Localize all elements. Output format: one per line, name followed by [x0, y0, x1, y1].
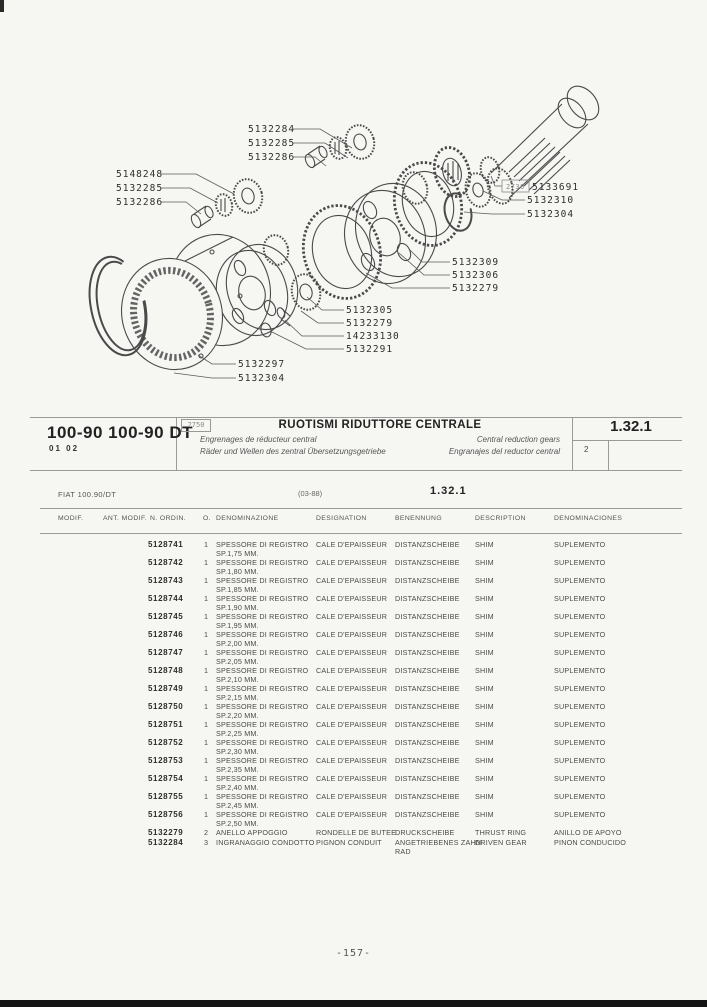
cell-part-number: 5128756	[148, 810, 184, 819]
cell-denominaciones: SUPLEMENTO	[554, 648, 606, 657]
cell-denominaciones: SUPLEMENTO	[554, 594, 606, 603]
cell-quantity: 1	[204, 540, 209, 549]
cell-quantity: 1	[204, 558, 209, 567]
cell-benennung: DISTANZSCHEIBE	[395, 594, 460, 603]
part-callout: 5132305	[346, 305, 394, 316]
cell-benennung: DISTANZSCHEIBE	[395, 540, 460, 549]
cell-denominaciones: SUPLEMENTO	[554, 540, 606, 549]
cell-denominazione: SPESSORE DI REGISTRO SP.1,95 MM.	[216, 612, 309, 630]
cell-denominaciones: PINON CONDUCIDO	[554, 837, 627, 847]
table-row	[0, 792, 707, 810]
subtitle-spanish: Engranajes del reductor central	[448, 447, 560, 456]
cell-designation: RONDELLE DE BUTEE	[316, 828, 397, 837]
info-date: (03-88)	[298, 489, 323, 498]
cell-quantity: 1	[204, 810, 209, 819]
cell-denominazione: SPESSORE DI REGISTRO SP.2,50 MM.	[216, 810, 309, 828]
cell-designation: CALE D'EPAISSEUR	[316, 720, 388, 729]
cell-designation: CALE D'EPAISSEUR	[316, 702, 388, 711]
model-codes: 01 02	[49, 444, 80, 453]
col-header-ant-modif: ANT. MODIF.	[103, 515, 148, 522]
cell-part-number: 5128745	[148, 612, 184, 621]
table-row	[0, 630, 707, 648]
callout-leader-line	[161, 174, 234, 194]
header-bottom-rule	[40, 533, 682, 534]
cell-quantity: 1	[204, 630, 209, 639]
table-row	[0, 666, 707, 684]
part-callout: 5132310	[527, 195, 575, 206]
cell-denominaciones: SUPLEMENTO	[554, 630, 606, 639]
cell-part-number: 5128751	[148, 720, 184, 729]
cell-denominaciones: SUPLEMENTO	[554, 702, 606, 711]
part-callout: 5132297	[238, 359, 286, 370]
cell-denominaciones: SUPLEMENTO	[554, 684, 606, 693]
cell-description: SHIM	[475, 594, 494, 603]
sheet-box-divider	[608, 440, 609, 470]
cell-quantity: 1	[204, 702, 209, 711]
cell-benennung: DISTANZSCHEIBE	[395, 630, 460, 639]
table-row	[0, 540, 707, 558]
cell-denominaciones: SUPLEMENTO	[554, 774, 606, 783]
cell-denominazione: INGRANAGGIO CONDOTTO	[216, 837, 315, 847]
cell-designation: CALE D'EPAISSEUR	[316, 558, 388, 567]
subtitle-french: Engrenages de réducteur central	[200, 435, 317, 444]
col-header-qty: O.	[203, 515, 211, 522]
cell-description: THRUST RING	[475, 828, 527, 837]
cell-description: SHIM	[475, 738, 494, 747]
table-row	[0, 648, 707, 666]
cell-description: SHIM	[475, 792, 494, 801]
cell-part-number: 5132279	[148, 828, 184, 837]
cell-benennung: DRUCKSCHEIBE	[395, 828, 455, 837]
cell-part-number: 5132284	[148, 837, 184, 847]
part-callout: 5132306	[452, 270, 500, 281]
cell-part-number: 5128746	[148, 630, 184, 639]
cell-denominaciones: ANILLO DE APOYO	[554, 828, 622, 837]
cell-denominaciones: SUPLEMENTO	[554, 612, 606, 621]
planet-carrier-rear	[334, 169, 447, 292]
cell-benennung: DISTANZSCHEIBE	[395, 738, 460, 747]
table-row	[0, 838, 707, 856]
cell-denominaciones: SUPLEMENTO	[554, 576, 606, 585]
cell-quantity: 1	[204, 594, 209, 603]
cell-designation: CALE D'EPAISSEUR	[316, 630, 388, 639]
cell-benennung: DISTANZSCHEIBE	[395, 576, 460, 585]
table-row	[0, 612, 707, 630]
cell-quantity: 1	[204, 684, 209, 693]
table-row	[0, 594, 707, 612]
cell-part-number: 5128743	[148, 576, 184, 585]
cell-description: SHIM	[475, 702, 494, 711]
table-row	[0, 684, 707, 702]
callout-leader-line	[293, 129, 352, 148]
table-row	[0, 558, 707, 576]
cell-benennung: DISTANZSCHEIBE	[395, 648, 460, 657]
cell-description: SHIM	[475, 720, 494, 729]
cell-part-number: 5128755	[148, 792, 184, 801]
cell-part-number: 5128753	[148, 756, 184, 765]
section-code: 1.32.1	[610, 418, 652, 435]
cell-denominazione: SPESSORE DI REGISTRO SP.2,15 MM.	[216, 684, 309, 702]
cell-denominazione: SPESSORE DI REGISTRO SP.1,90 MM.	[216, 594, 309, 612]
table-row	[0, 702, 707, 720]
bottom-scan-bar	[0, 1000, 707, 1007]
cell-quantity: 1	[204, 792, 209, 801]
cell-description: SHIM	[475, 630, 494, 639]
cell-designation: PIGNON CONDUIT	[316, 837, 382, 847]
cell-denominaciones: SUPLEMENTO	[554, 792, 606, 801]
table-row	[0, 774, 707, 792]
part-callout: 5132309	[452, 257, 500, 268]
callout-leader-line	[285, 320, 344, 336]
cell-part-number: 5128747	[148, 648, 184, 657]
cell-quantity: 1	[204, 666, 209, 675]
cell-description: SHIM	[475, 684, 494, 693]
col-header-description: DESCRIPTION	[475, 515, 526, 522]
cell-quantity: 1	[204, 648, 209, 657]
info-model: FIAT 100.90/DT	[58, 490, 117, 499]
col-header-designation: DESIGNATION	[316, 515, 367, 522]
cell-denominazione: SPESSORE DI REGISTRO SP.2,30 MM.	[216, 738, 309, 756]
cell-denominazione: SPESSORE DI REGISTRO SP.1,80 MM.	[216, 558, 309, 576]
part-callout: 5132286	[248, 152, 296, 163]
cell-quantity: 1	[204, 612, 209, 621]
cell-part-number: 5128742	[148, 558, 184, 567]
reduction-drum	[109, 222, 284, 381]
cell-denominaciones: SUPLEMENTO	[554, 738, 606, 747]
cell-denominazione: SPESSORE DI REGISTRO SP.2,20 MM.	[216, 702, 309, 720]
band-top-rule	[30, 417, 682, 418]
part-callout: 5132285	[248, 138, 296, 149]
col-header-denominazione: DENOMINAZIONE	[216, 515, 279, 522]
table-row	[0, 756, 707, 774]
section-box-rule	[572, 440, 682, 441]
part-callout: 5132291	[346, 344, 394, 355]
cell-description: SHIM	[475, 810, 494, 819]
cell-description: SHIM	[475, 576, 494, 585]
cell-designation: CALE D'EPAISSEUR	[316, 684, 388, 693]
table-row	[0, 828, 707, 838]
cell-quantity: 1	[204, 756, 209, 765]
cell-denominaciones: SUPLEMENTO	[554, 810, 606, 819]
part-callout: 5133691	[532, 182, 580, 193]
callout-leader-line	[293, 143, 348, 158]
page-title: RUOTISMI RIDUTTORE CENTRALE	[278, 419, 482, 431]
cell-description: SHIM	[475, 558, 494, 567]
shaft-gears	[429, 143, 502, 233]
cell-denominazione: SPESSORE DI REGISTRO SP.2,40 MM.	[216, 774, 309, 792]
col-header-denominaciones: DENOMINACIONES	[554, 515, 623, 522]
cell-description: SHIM	[475, 756, 494, 765]
cell-benennung: DISTANZSCHEIBE	[395, 756, 460, 765]
cell-designation: CALE D'EPAISSEUR	[316, 576, 388, 585]
cell-benennung: DISTANZSCHEIBE	[395, 612, 460, 621]
modification-tag: 2750	[181, 419, 211, 432]
cell-designation: CALE D'EPAISSEUR	[316, 738, 388, 747]
part-callout: 5132285	[116, 183, 164, 194]
callout-leader-line	[161, 188, 218, 203]
table-row	[0, 720, 707, 738]
cell-designation: CALE D'EPAISSEUR	[316, 774, 388, 783]
cell-denominaciones: SUPLEMENTO	[554, 666, 606, 675]
cell-part-number: 5128748	[148, 666, 184, 675]
col-header-n-ordin: N. ORDIN.	[150, 515, 187, 522]
cell-description: SHIM	[475, 612, 494, 621]
cell-part-number: 5128754	[148, 774, 184, 783]
cell-description: SHIM	[475, 666, 494, 675]
cell-designation: CALE D'EPAISSEUR	[316, 756, 388, 765]
cell-quantity: 1	[204, 576, 209, 585]
sheet-number: 2	[584, 445, 589, 454]
cell-denominazione: SPESSORE DI REGISTRO SP.2,00 MM.	[216, 630, 309, 648]
callout-leader-line	[270, 331, 344, 349]
cell-denominazione: SPESSORE DI REGISTRO SP.1,85 MM.	[216, 576, 309, 594]
cell-benennung: DISTANZSCHEIBE	[395, 702, 460, 711]
table-row	[0, 576, 707, 594]
part-callout: 5132284	[248, 124, 296, 135]
part-callout: 14233130	[346, 331, 400, 342]
cell-denominazione: SPESSORE DI REGISTRO SP.2,35 MM.	[216, 756, 309, 774]
callout-leader-line	[293, 157, 326, 166]
cell-designation: CALE D'EPAISSEUR	[316, 648, 388, 657]
cell-quantity: 1	[204, 720, 209, 729]
cell-denominazione: SPESSORE DI REGISTRO SP.1,75 MM.	[216, 540, 309, 558]
table-top-rule	[40, 508, 682, 509]
cell-designation: CALE D'EPAISSEUR	[316, 540, 388, 549]
callout-leader-line	[464, 212, 525, 214]
cell-denominaciones: SUPLEMENTO	[554, 720, 606, 729]
table-row	[0, 810, 707, 828]
exploded-diagram	[0, 0, 707, 410]
subtitle-german: Räder und Wellen des zentral Übersetzungsgetriebe	[200, 447, 386, 456]
cell-benennung: ANGETRIEBENES ZAHN RAD	[395, 837, 482, 856]
part-callout: 5132304	[527, 209, 575, 220]
cell-part-number: 5128752	[148, 738, 184, 747]
cell-part-number: 5128744	[148, 594, 184, 603]
cell-designation: CALE D'EPAISSEUR	[316, 810, 388, 819]
model-names: 100-90 100-90 DT	[47, 423, 193, 442]
callout-leader-line	[399, 253, 450, 275]
cell-denominazione: SPESSORE DI REGISTRO SP.2,10 MM.	[216, 666, 309, 684]
cell-denominaciones: SUPLEMENTO	[554, 558, 606, 567]
corner-scan-mark	[0, 0, 4, 12]
diagram-mod-tag: 2730	[506, 183, 525, 191]
cell-denominazione: ANELLO APPOGGIO	[216, 828, 288, 837]
info-section: 1.32.1	[430, 485, 467, 497]
cell-description: SHIM	[475, 540, 494, 549]
cell-description: SHIM	[475, 648, 494, 657]
cell-designation: CALE D'EPAISSEUR	[316, 594, 388, 603]
part-callout: 5148248	[116, 169, 164, 180]
col-header-benennung: BENENNUNG	[395, 515, 443, 522]
cell-quantity: 1	[204, 774, 209, 783]
cell-part-number: 5128741	[148, 540, 184, 549]
cell-description: SHIM	[475, 774, 494, 783]
cell-designation: CALE D'EPAISSEUR	[316, 792, 388, 801]
cell-quantity: 3	[204, 837, 209, 847]
cell-denominazione: SPESSORE DI REGISTRO SP.2,45 MM.	[216, 792, 309, 810]
cell-benennung: DISTANZSCHEIBE	[395, 666, 460, 675]
band-divider-right	[572, 417, 573, 470]
table-row	[0, 738, 707, 756]
cell-description: DRIVEN GEAR	[475, 837, 527, 847]
cell-denominazione: SPESSORE DI REGISTRO SP.2,25 MM.	[216, 720, 309, 738]
col-header-modif: MODIF.	[58, 515, 84, 522]
cell-denominazione: SPESSORE DI REGISTRO SP.2,05 MM.	[216, 648, 309, 666]
parts-table	[0, 540, 707, 856]
callout-leader-line	[301, 311, 344, 323]
cell-part-number: 5128750	[148, 702, 184, 711]
cell-denominaciones: SUPLEMENTO	[554, 756, 606, 765]
cell-benennung: DISTANZSCHEIBE	[395, 720, 460, 729]
cell-benennung: DISTANZSCHEIBE	[395, 774, 460, 783]
cell-quantity: 2	[204, 828, 209, 837]
callout-leader-line	[174, 373, 236, 378]
subtitle-english: Central reduction gears	[476, 435, 560, 444]
part-callout: 5132279	[346, 318, 394, 329]
part-callout: 5132304	[238, 373, 286, 384]
cell-designation: CALE D'EPAISSEUR	[316, 666, 388, 675]
band-bottom-rule	[30, 470, 682, 471]
cell-part-number: 5128749	[148, 684, 184, 693]
cell-benennung: DISTANZSCHEIBE	[395, 810, 460, 819]
part-callout: 5132286	[116, 197, 164, 208]
callout-leader-line	[161, 202, 201, 214]
page-number: -157-	[335, 948, 372, 959]
pinion-set-left	[189, 176, 266, 229]
part-callout: 5132279	[452, 283, 500, 294]
cell-benennung: DISTANZSCHEIBE	[395, 558, 460, 567]
cell-designation: CALE D'EPAISSEUR	[316, 612, 388, 621]
cell-benennung: DISTANZSCHEIBE	[395, 684, 460, 693]
cell-quantity: 1	[204, 738, 209, 747]
cell-benennung: DISTANZSCHEIBE	[395, 792, 460, 801]
